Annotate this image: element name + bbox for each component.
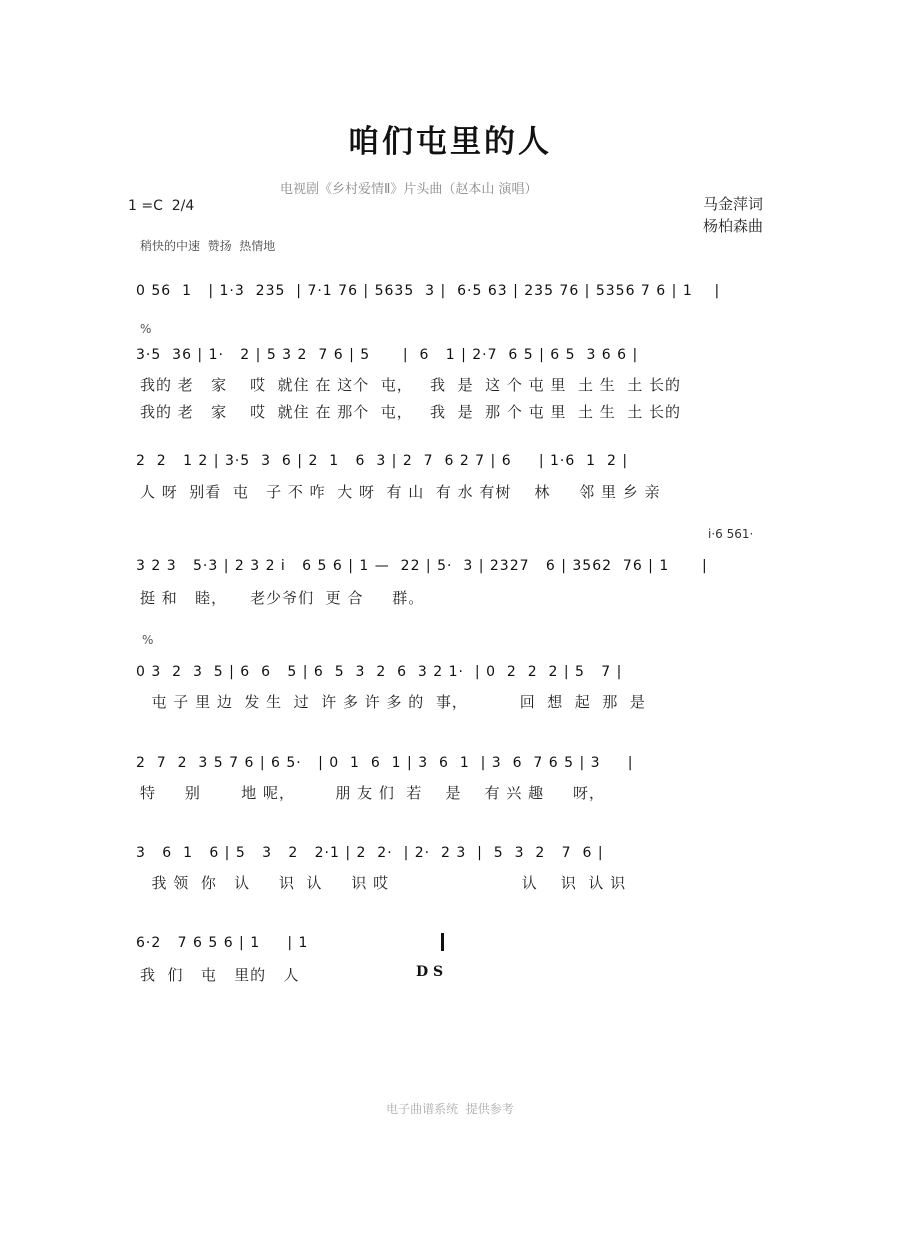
composer-credit: 杨柏森曲: [703, 217, 764, 235]
segno-mark-2: %: [142, 633, 154, 647]
key-signature: 1 =C 2/4: [128, 198, 195, 214]
dal-segno-mark: D S: [416, 964, 444, 980]
notation-line-5: 0 3 2 3 5 | 6 6 5 | 6 5 3 2 6 3 2 1· | 0 2 2 2 | 5 7 |: [136, 664, 623, 680]
notation-line-1: 0 56 1 | 1·3 235 | 7·1 76 | 5635 3 | 6·5 63 | 235 76 | 5356 7 6 | 1 |: [136, 283, 721, 299]
notation-line-2: 3·5 36 | 1· 2 | 5 3 2 7 6 | 5 | 6 1 | 2·7 6 5 | 6 5 3 6 6 |: [136, 347, 639, 363]
song-title: 咱们屯里的人: [348, 124, 552, 160]
lyric-line-5: 屯 子 里 边 发 生 过 许 多 许 多 的 事， 回 想 起 那 是: [140, 693, 646, 711]
segno-mark: %: [140, 322, 152, 336]
lyric-line-8: 我 们 屯 里的 人: [140, 966, 300, 984]
final-barline: [441, 933, 444, 951]
lyric-line-2b: 我的 老 家 哎 就住 在 那个 屯， 我 是 那 个 屯 里 土 生 土 长的: [140, 403, 682, 421]
lyric-line-2a: 我的 老 家 哎 就住 在 这个 屯， 我 是 这 个 屯 里 土 生 土 长的: [140, 376, 682, 394]
notation-line-3: 2 2 1 2 | 3·5 3 6 | 2 1 6 3 | 2 7 6 2 7 | 6 | 1·6 1 2 |: [136, 453, 629, 469]
ossia-notation: i·6 561·: [708, 527, 754, 541]
lyric-line-4: 挺 和 睦， 老少爷们 更 合 群。: [140, 589, 425, 607]
lyric-line-7: 我 领 你 认 识 认 识 哎 认 识 认 识: [140, 874, 627, 892]
lyricist-credit: 马金萍词: [703, 195, 764, 213]
song-subtitle: 电视剧《乡村爱情Ⅱ》片头曲（赵本山 演唱）: [280, 182, 538, 197]
tempo-marking: 稍快的中速 赞扬 热情地: [140, 239, 276, 253]
lyric-line-6: 特 别 地 呢， 朋 友 们 若 是 有 兴 趣 呀，: [140, 784, 605, 802]
page-footer: 电子曲谱系统 提供参考: [386, 1102, 514, 1116]
notation-line-6: 2 7 2 3 5 7 6 | 6 5· | 0 1 6 1 | 3 6 1 | 3 6 7 6 5 | 3 |: [136, 755, 634, 771]
notation-line-8: 6·2 7 6 5 6 | 1 | 1: [136, 935, 309, 951]
notation-line-7: 3 6 1 6 | 5 3 2 2·1 | 2 2· | 2· 2 3 | 5 3 2 7 6 |: [136, 845, 604, 861]
notation-line-4: 3 2 3 5·3 | 2 3 2 i 6 5 6 | 1 — 22 | 5· 3 | 2327 6 | 3562 76 | 1 |: [136, 558, 708, 574]
lyric-line-3: 人 呀 别看 屯 子 不 咋 大 呀 有 山 有 水 有树 林 邻 里 乡 亲: [140, 483, 661, 501]
